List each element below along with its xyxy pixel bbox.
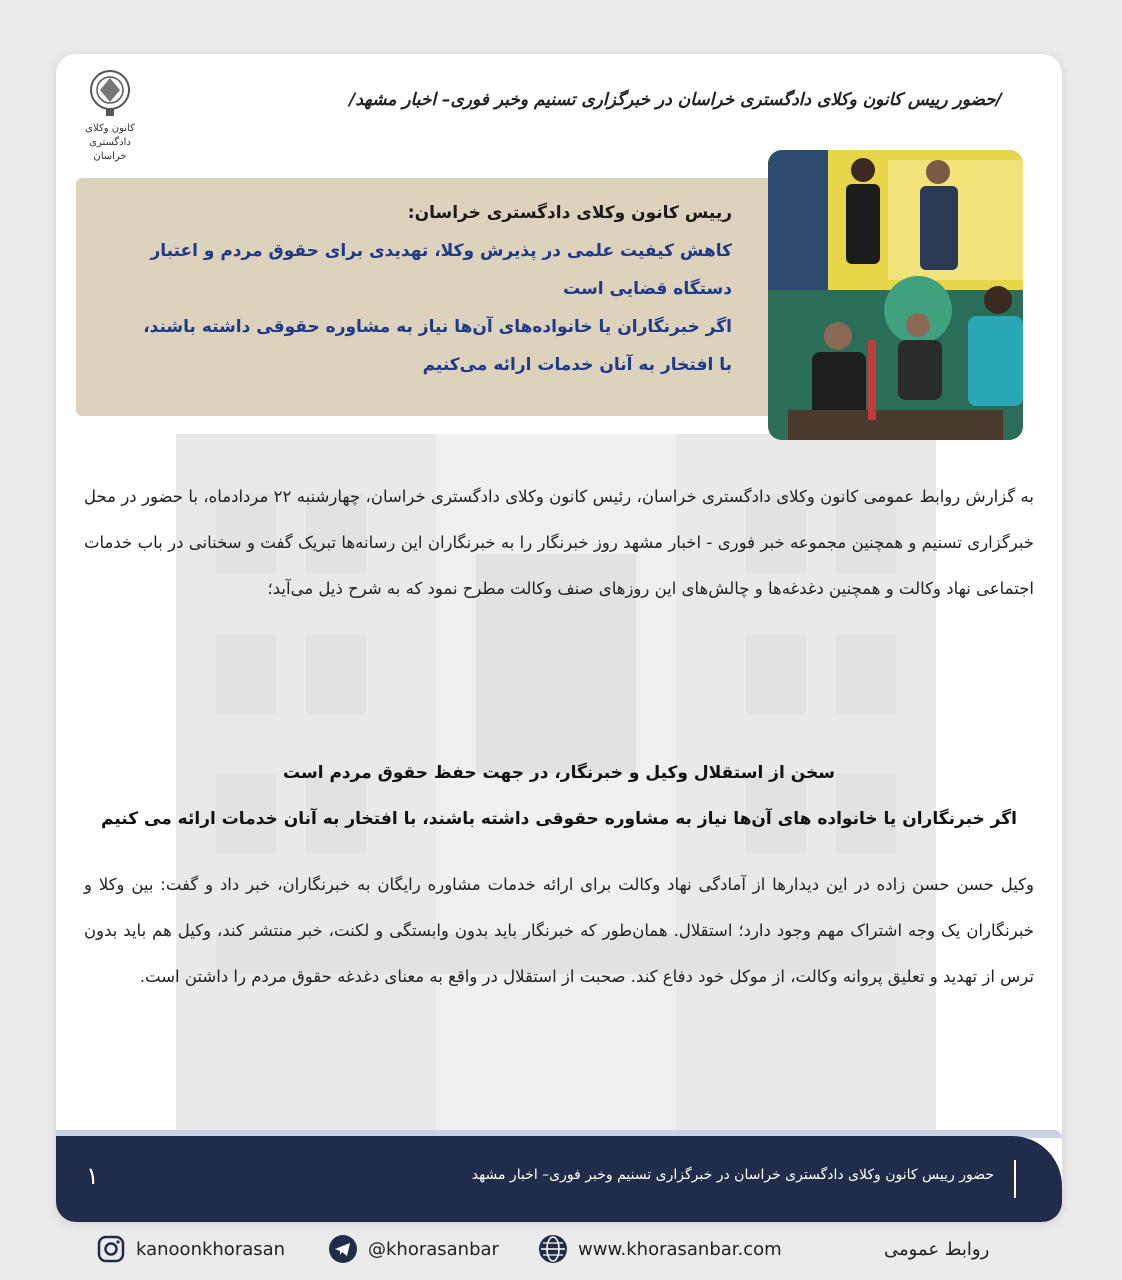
highlight-line: کاهش کیفیت علمی در پذیرش وکلا، تهدیدی برای حقوق مردم و اعتبار	[150, 241, 732, 261]
subhead-2: اگر خبرنگاران یا خانواده های آن‌ها نیاز به مشاوره حقوقی داشته باشند، با افتخار به آنان خدمات ارائه می کنیم	[101, 809, 1017, 829]
telegram-icon	[328, 1234, 358, 1264]
logo-text-line1: کانون وکلای دادگستری	[85, 123, 135, 148]
subhead-1: سخن از استقلال وکیل و خبرنگار، در جهت حفظ حقوق مردم است	[282, 763, 835, 783]
highlight-text	[92, 194, 732, 384]
highlight-line: دستگاه قضایی است	[563, 279, 732, 299]
footer-title: حضور رییس کانون وکلای دادگستری خراسان در خبرگزاری تسنیم وخبر فوری– اخبار مشهد	[471, 1167, 994, 1183]
highlight-heading: رییس کانون وکلای دادگستری خراسان:	[407, 203, 732, 223]
instagram-link[interactable]	[96, 1232, 285, 1266]
highlight-line: با افتخار به آنان خدمات ارائه می‌کنیم	[422, 355, 732, 375]
telegram-handle: @khorasanbar	[368, 1238, 499, 1260]
globe-icon	[538, 1234, 568, 1264]
document-card	[56, 54, 1062, 1222]
logo	[78, 68, 142, 178]
body-paragraph-2: وکیل حسن حسن زاده در این دیدارها از آمادگی نهاد وکالت برای ارائه خدمات مشاوره رایگان به خبرنگاران، خبر داد و گفت: بین وکلا و خبرنگاران یک وجه اشتراک مهم وجود دارد؛ استقلال. همان‌طور که خبرنگار باید بدون وابستگی و لکنت، خبر منتشر کند، وکیل هم باید بدون ترس از تهدید و تعلیق پروانه وکالت، از موکل خود دفاع کند. صحبت از استقلال در واقع به معنای دغدغه حقوق مردم را داشتن است.	[84, 875, 1034, 986]
highlight-line: اگر خبرنگاران یا خانواده‌های آن‌ها نیاز به مشاوره حقوقی داشته باشند،	[143, 317, 732, 337]
public-relations-label: روابط عمومی	[884, 1238, 990, 1260]
news-photo	[768, 150, 1023, 440]
body-paragraph-1: به گزارش روابط عمومی کانون وکلای دادگستری خراسان، رئیس کانون وکلای دادگستری خراسان، چهارشنبه ۲۲ مردادماه، با حضور در محل خبرگزاری تسنیم و همچنین مجموعه خبر فوری - اخبار مشهد روز خبرنگار را به خبرنگاران این رسانه‌ها تبریک گفت و سخنانی در باب خدمات اجتماعی نهاد وکالت و همچنین دغدغه‌ها و چالش‌های این روزهای صنف وکالت مطرح نمود که به شرح ذیل می‌آید؛	[84, 487, 1034, 598]
telegram-link[interactable]	[328, 1232, 499, 1266]
page-number: ۱	[86, 1162, 99, 1190]
emblem-icon	[88, 68, 132, 118]
website-link[interactable]	[538, 1232, 782, 1266]
footer-divider	[1014, 1160, 1016, 1198]
logo-text-line2: خراسان	[93, 151, 127, 162]
header-title: /حضور رییس کانون وکلای دادگستری خراسان در خبرگزاری تسنیم وخبر فوری– اخبار مشهد/	[349, 90, 1002, 110]
instagram-handle: kanoonkhorasan	[136, 1238, 286, 1260]
contacts-bar	[0, 1232, 1122, 1268]
website-url: www.khorasanbar.com	[578, 1238, 782, 1260]
subheadings	[84, 750, 1034, 842]
instagram-icon	[96, 1234, 126, 1264]
